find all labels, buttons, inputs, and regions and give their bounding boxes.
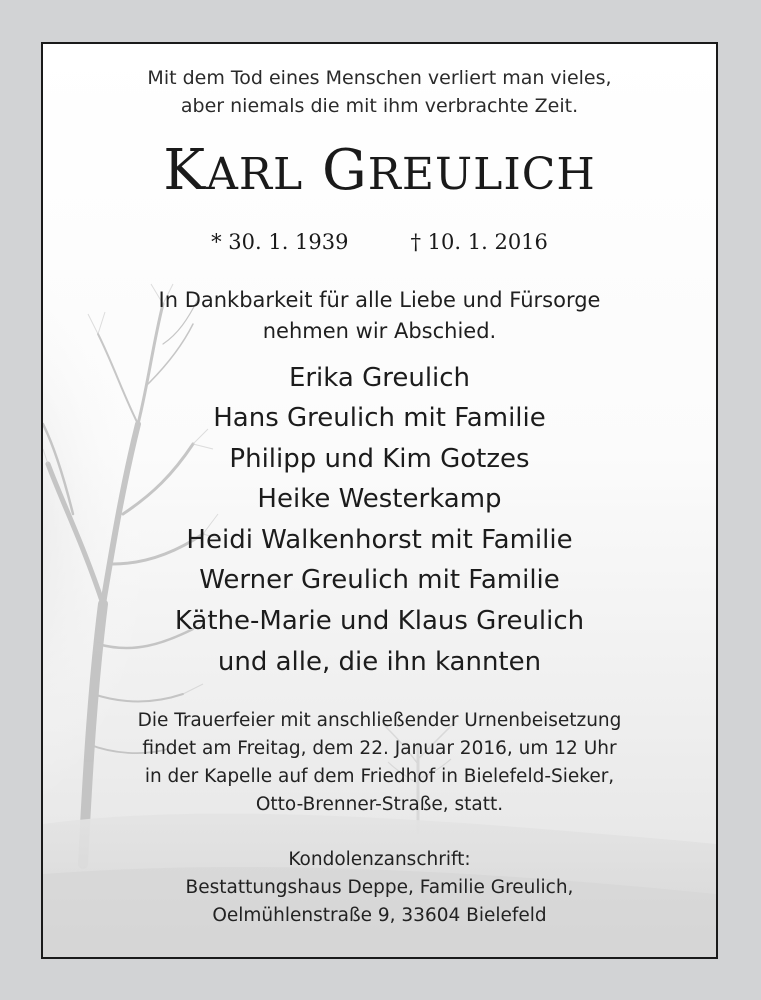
funeral-line-1: Die Trauerfeier mit anschließender Urnenbeisetzung [137,710,622,731]
condolence-label: Kondolenzanschrift: [288,849,471,870]
funeral-line-2: findet am Freitag, dem 22. Januar 2016, um 12 Uhr [142,738,617,759]
deceased-name [43,138,716,203]
last-name-initial: G [322,138,368,203]
thanks-line-2: nehmen wir Abschied. [262,319,497,343]
mourner-name: Heike Westerkamp [257,484,502,514]
funeral-line-4: Otto-Brenner-Straße, statt. [255,794,504,815]
condolence-address-2: Oelmühlenstraße 9, 33604 Bielefeld [212,905,547,926]
motto-line-1: Mit dem Tod eines Menschen verliert man vieles, [147,67,612,89]
mourner-name: Erika Greulich [288,363,471,393]
mourner-name: Werner Greulich mit Familie [199,565,560,595]
death-date: † 10. 1. 2016 [410,230,548,254]
thanks-line-1: In Dankbarkeit für alle Liebe und Fürsorge [158,288,601,312]
condolence-address-1: Bestattungshaus Deppe, Familie Greulich, [185,877,574,898]
last-name-rest: REULICH [367,149,596,200]
first-name-initial: K [163,138,207,203]
mourner-name: Philipp und Kim Gotzes [229,444,530,474]
mourner-name: Hans Greulich mit Familie [213,403,546,433]
mourner-closing: und alle, die ihn kannten [217,647,542,677]
obituary-notice [41,42,718,959]
first-name-rest: ARL [206,149,304,200]
birth-date: * 30. 1. 1939 [211,230,349,254]
motto-line-2: aber niemals die mit ihm verbrachte Zeit. [180,95,579,117]
mourner-name: Käthe-Marie und Klaus Greulich [174,606,585,636]
life-dates [43,230,716,254]
funeral-line-3: in der Kapelle auf dem Friedhof in Bielefeld-Sieker, [144,766,615,787]
mourner-name: Heidi Walkenhorst mit Familie [186,525,573,555]
